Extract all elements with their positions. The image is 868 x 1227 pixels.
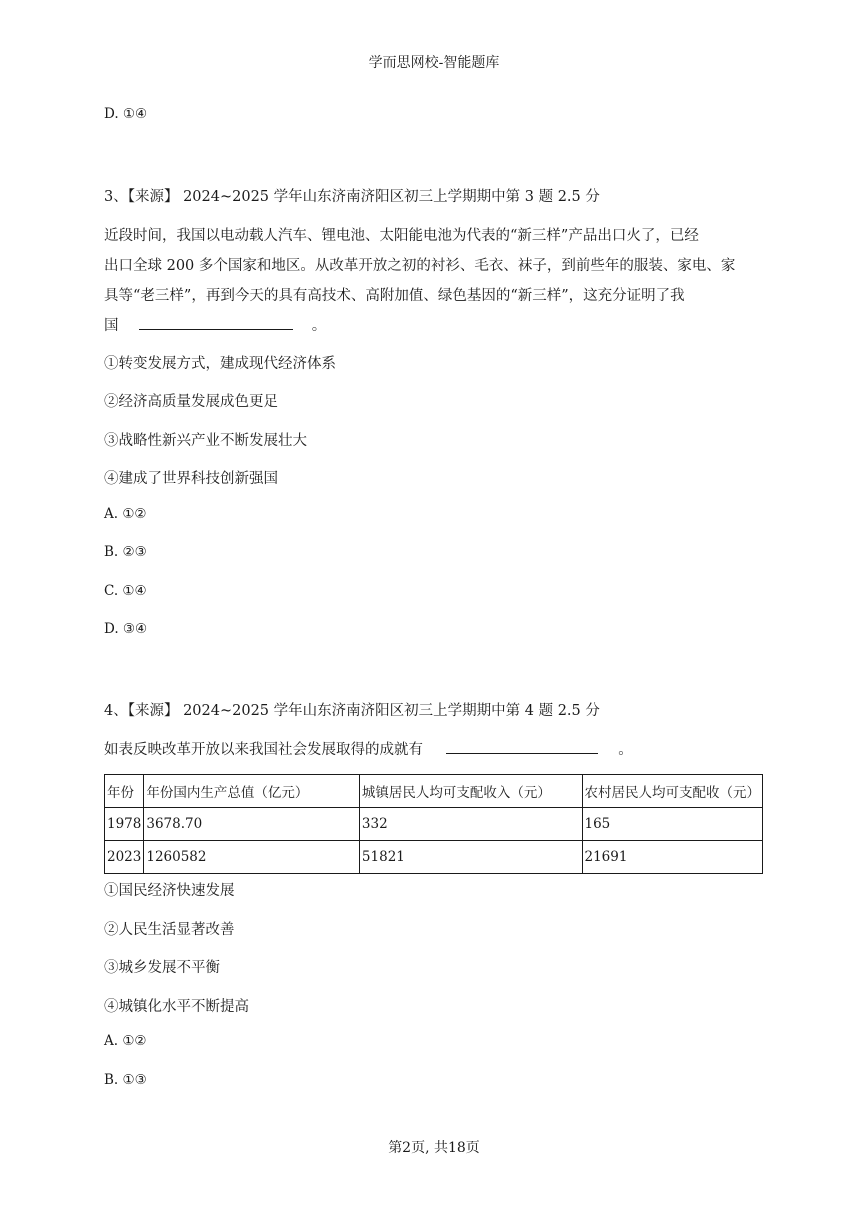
q4-statement-3: ③城乡发展不平衡 bbox=[104, 960, 220, 976]
page-footer: 第2页, 共18页 bbox=[388, 1140, 480, 1156]
q4-statement-2: ②人民生活显著改善 bbox=[104, 922, 235, 938]
q3-option-d[interactable]: D. ③④ bbox=[104, 621, 148, 637]
table-cell: 51821 bbox=[359, 841, 582, 874]
q3-stem-line2: 出口全球 200 多个国家和地区。从改革开放之初的衬衫、毛衣、袜子，到前些年的服装、家电、家 bbox=[104, 258, 736, 274]
q3-stem-line1: 近段时间，我国以电动载人汽车、锂电池、太阳能电池为代表的“新三样”产品出口火了，已经 bbox=[104, 228, 699, 244]
table-cell: 21691 bbox=[582, 841, 763, 874]
q3-stem-line3: 具等“老三样”，再到今天的具有高技术、高附加值、绿色基因的“新三样”，这充分证明了我 bbox=[104, 288, 685, 304]
q4-stem-prefix: 如表反映改革开放以来我国社会发展取得的成就有 bbox=[104, 742, 423, 758]
table-header-cell: 年份国内生产总值（亿元） bbox=[144, 775, 360, 808]
table-header-row bbox=[105, 775, 763, 808]
q3-option-c[interactable]: C. ①④ bbox=[104, 583, 147, 599]
q3-stem-line4 bbox=[104, 314, 326, 335]
q3-statement-1: ①转变发展方式，建成现代经济体系 bbox=[104, 356, 336, 372]
prev-option-d: D. ①④ bbox=[104, 106, 148, 122]
q3-statement-3: ③战略性新兴产业不断发展壮大 bbox=[104, 433, 307, 449]
table-cell: 332 bbox=[359, 808, 582, 841]
table-header-cell: 城镇居民人均可支配收入（元） bbox=[359, 775, 582, 808]
q3-option-b[interactable]: B. ②③ bbox=[104, 544, 147, 560]
q3-option-a[interactable]: A. ①② bbox=[104, 506, 147, 522]
q3-statement-2: ②经济高质量发展成色更足 bbox=[104, 394, 278, 410]
table-row bbox=[105, 808, 763, 841]
table-row bbox=[105, 841, 763, 874]
page-header: 学而思网校-智能题库 bbox=[368, 55, 500, 71]
q4-option-a[interactable]: A. ①② bbox=[104, 1033, 147, 1049]
q4-statement-4: ④城镇化水平不断提高 bbox=[104, 999, 249, 1015]
table-header-cell: 年份 bbox=[105, 775, 144, 808]
table-cell: 2023 bbox=[105, 841, 144, 874]
q3-heading: 3、【来源】 2024~2025 学年山东济南济阳区初三上学期期中第 3 题 2.5 分 bbox=[104, 189, 600, 205]
q3-stem-suffix: 。 bbox=[311, 318, 327, 334]
table-cell: 3678.70 bbox=[144, 808, 360, 841]
q3-stem-prefix: 国 bbox=[104, 318, 119, 334]
q4-stem-suffix: 。 bbox=[618, 742, 633, 758]
q4-heading: 4、【来源】 2024~2025 学年山东济南济阳区初三上学期期中第 4 题 2.5 分 bbox=[104, 703, 600, 719]
q3-statement-4: ④建成了世界科技创新强国 bbox=[104, 471, 278, 487]
table-cell: 1260582 bbox=[144, 841, 360, 874]
q4-option-b[interactable]: B. ①③ bbox=[104, 1072, 147, 1088]
table-cell: 1978 bbox=[105, 808, 144, 841]
q4-data-table bbox=[104, 774, 763, 874]
q4-stem bbox=[104, 738, 633, 759]
q3-answer-blank[interactable] bbox=[139, 317, 293, 330]
table-cell: 165 bbox=[582, 808, 763, 841]
table-header-cell: 农村居民人均可支配收（元） bbox=[582, 775, 763, 808]
q4-statement-1: ①国民经济快速发展 bbox=[104, 883, 235, 899]
q4-answer-blank[interactable] bbox=[446, 741, 598, 754]
